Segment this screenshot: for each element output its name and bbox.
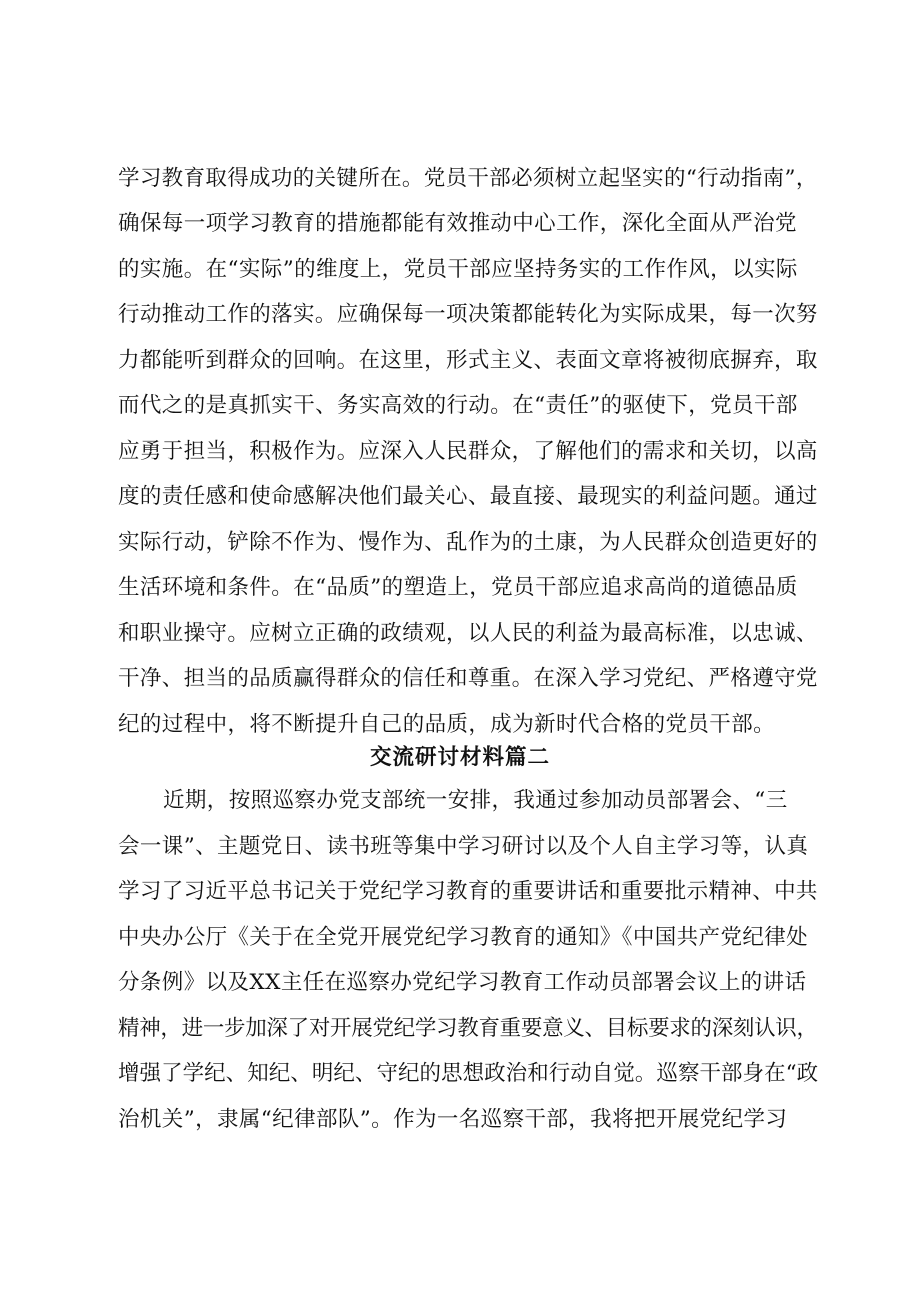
paragraph-line: 的实施。在“实际”的维度上，党员干部应坚持务实的工作作风，以实际 (118, 257, 798, 282)
paragraph-line: 行动推动工作的落实。应确保每一项决策都能转化为实际成果，每一次努 (118, 302, 818, 327)
paragraph-line: 度的责任感和使命感解决他们最关心、最直接、最现实的利益问题。通过 (118, 484, 818, 509)
paragraph-line: 精神，进一步加深了对开展党纪学习教育重要意义、目标要求的深刻认识， (118, 1016, 818, 1041)
paragraph-line: 确保每一项学习教育的措施都能有效推动中心工作，深化全面从严治党 (118, 211, 797, 236)
paragraph-line: 实际行动，铲除不作为、慢作为、乱作为的土康，为人民群众创造更好的 (118, 530, 818, 555)
section-heading: 交流研讨材料篇二 (369, 745, 550, 770)
paragraph-line: 增强了学纪、知纪、明纪、守纪的思想政治和行动自觉。巡察干部身在“政 (118, 1061, 819, 1086)
paragraph-line: 会一课”、主题党日、读书班等集中学习研讨以及个人自主学习等，认真 (118, 834, 809, 859)
paragraph-line: 应勇于担当，积极作为。应深入人民群众，了解他们的需求和关切，以高 (118, 439, 818, 464)
paragraph-line: 治机关”，隶属“纪律部队”。作为一名巡察干部，我将把开展党纪学习 (118, 1107, 788, 1132)
paragraph-line: 学习了习近平总书记关于党纪学习教育的重要讲话和重要批示精神、中共 (118, 879, 818, 904)
paragraph-line: 和职业操守。应树立正确的政绩观，以人民的利益为最高标准，以忠诚、 (118, 621, 818, 646)
paragraph-line: 分条例》以及XX主任在巡察办党纪学习教育工作动员部署会议上的讲话 (118, 970, 807, 995)
paragraph-line: 纪的过程中，将不断提升自己的品质，成为新时代合格的党员干部。 (118, 712, 776, 737)
paragraph-line: 而代之的是真抓实干、务实高效的行动。在“责任”的驱使下，党员干部 (118, 393, 798, 418)
paragraph-line: 干净、担当的品质赢得群众的信任和尊重。在深入学习党纪、严格遵守党 (118, 666, 818, 691)
paragraph-line: 力都能听到群众的回响。在这里，形式主义、表面文章将被彻底摒弃，取 (118, 348, 818, 373)
paragraph-line: 生活环境和条件。在“品质”的塑造上，党员干部应追求高尚的道德品质 (118, 575, 798, 600)
paragraph-line: 中央办公厅《关于在全党开展党纪学习教育的通知》《中国共产党纪律处 (118, 925, 809, 950)
paragraph-line: 学习教育取得成功的关键所在。党员干部必须树立起坚实的“行动指南”， (118, 166, 818, 191)
paragraph-line: 近期，按照巡察办党支部统一安排，我通过参加动员部署会、“三 (163, 788, 788, 813)
